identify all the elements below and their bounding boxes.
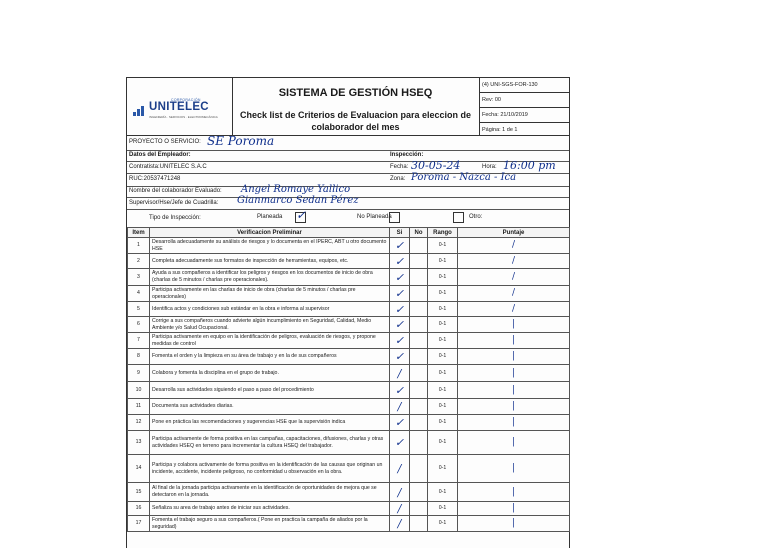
- logo-bars-icon: [133, 98, 145, 116]
- row-score[interactable]: /: [458, 238, 570, 254]
- table-row: [128, 238, 570, 254]
- row-no-check[interactable]: [410, 349, 428, 365]
- row-criterion: Participa activamente de forma positiva en las campañas, capacitaciones, difusiones, charlas y otras actividades HSEQ en terreno para incrementar la cultura HSEQ del trabajador.: [150, 431, 390, 455]
- document-meta: [479, 78, 569, 135]
- fecha-label: Fecha:: [390, 164, 409, 170]
- row-range: 0-1: [428, 254, 458, 269]
- project-value[interactable]: SE Poroma: [207, 134, 275, 148]
- row-score[interactable]: |: [458, 483, 570, 502]
- row-score[interactable]: |: [458, 333, 570, 349]
- row-no-check[interactable]: [410, 516, 428, 532]
- row-score[interactable]: /: [458, 254, 570, 269]
- row-number: 9: [128, 365, 150, 382]
- supervisor-value[interactable]: Gianmarco Sedan Pérez: [237, 195, 359, 206]
- row-range: 0-1: [428, 349, 458, 365]
- row-si-check[interactable]: /: [390, 455, 410, 483]
- row-number: 1: [128, 238, 150, 254]
- doc-date: Fecha: 21/10/2019: [479, 108, 569, 123]
- row-number: 8: [128, 349, 150, 365]
- form-header: [127, 78, 569, 136]
- system-title: SISTEMA DE GESTIÓN HSEQ: [278, 87, 433, 99]
- row-range: 0-1: [428, 286, 458, 302]
- inspection-type-label: Tipo de Inspección:: [149, 215, 201, 221]
- row-score[interactable]: |: [458, 365, 570, 382]
- planned-label: Planeada: [257, 214, 283, 220]
- table-row: [128, 431, 570, 455]
- doc-revision: Rev: 00: [479, 93, 569, 108]
- row-number: 7: [128, 333, 150, 349]
- row-score[interactable]: /: [458, 269, 570, 286]
- row-si-check[interactable]: /: [390, 516, 410, 532]
- table-header-row: [128, 228, 570, 238]
- row-number: 5: [128, 302, 150, 317]
- row-no-check[interactable]: [410, 286, 428, 302]
- logo-corp-label: CORPORACIÓN: [171, 98, 201, 102]
- supervisor-label: Supervisor/Hse/Jefe de Cuadrilla:: [129, 200, 219, 206]
- row-score[interactable]: |: [458, 415, 570, 431]
- criteria-table: [127, 227, 570, 532]
- table-row: [128, 483, 570, 502]
- row-criterion: Al final de la jornada participa activamente en la identificación de oportunidades de mejora que se detectaron en la jornada.: [150, 483, 390, 502]
- project-label: PROYECTO O SERVICIO:: [129, 139, 201, 145]
- row-si-check[interactable]: ✓: [390, 286, 410, 302]
- hora-value[interactable]: 16:00 pm: [503, 159, 556, 172]
- row-range: 0-1: [428, 302, 458, 317]
- row-criterion: Participa activamente en equipo en la identificación de peligros, evaluación de riesgos, y propone medidas de control: [150, 333, 390, 349]
- row-score[interactable]: |: [458, 382, 570, 399]
- row-criterion: Señaliza su area de trabajo antes de iniciar sus actividades.: [150, 502, 390, 516]
- row-no-check[interactable]: [410, 365, 428, 382]
- logo-name: UNITELEC: [149, 101, 209, 113]
- fecha-value[interactable]: 30-05-24: [411, 159, 461, 172]
- row-criterion: Colabora y fomenta la disciplina en el grupo de trabajo.: [150, 365, 390, 382]
- row-range: 0-1: [428, 269, 458, 286]
- employer-label: Datos del Empleador:: [129, 152, 191, 158]
- row-range: 0-1: [428, 415, 458, 431]
- table-row: [128, 254, 570, 269]
- row-si-check[interactable]: /: [390, 365, 410, 382]
- inspection-label: Inspección:: [390, 152, 424, 158]
- row-range: 0-1: [428, 516, 458, 532]
- row-range: 0-1: [428, 382, 458, 399]
- row-criterion: Participa activamente en las charlas de inicio de obra (charlas de 5 minutos / charlas pre operacionales): [150, 286, 390, 302]
- table-row: [128, 317, 570, 333]
- row-score[interactable]: |: [458, 502, 570, 516]
- row-criterion: Documenta sus actividades diarias.: [150, 399, 390, 415]
- inspection-type-row: [127, 209, 569, 227]
- col-no: No: [410, 228, 428, 238]
- row-si-check[interactable]: /: [390, 502, 410, 516]
- row-no-check[interactable]: [410, 415, 428, 431]
- planned-check-icon: ✓: [296, 208, 307, 222]
- col-rango: Rango: [428, 228, 458, 238]
- row-range: 0-1: [428, 365, 458, 382]
- row-criterion: Fomenta el trabajo seguro a sus compañeros.( Pone en practica la campaña de aliados por la seguridad): [150, 516, 390, 532]
- row-no-check[interactable]: [410, 399, 428, 415]
- project-row: [127, 135, 569, 151]
- row-si-check[interactable]: ✓: [390, 317, 410, 333]
- row-number: 12: [128, 415, 150, 431]
- unplanned-label: No Planeada: [357, 214, 392, 220]
- row-criterion: Fomenta el orden y la limpieza en su área de trabajo y en la de sus compañeros: [150, 349, 390, 365]
- table-row: [128, 333, 570, 349]
- row-si-check[interactable]: /: [390, 399, 410, 415]
- title-box: [232, 78, 480, 135]
- row-number: 10: [128, 382, 150, 399]
- row-si-check[interactable]: ✓: [390, 254, 410, 269]
- table-row: [128, 516, 570, 532]
- zona-value[interactable]: Poroma - Nazca - Ica: [411, 172, 517, 183]
- zona-label: Zona:: [390, 176, 406, 182]
- row-si-check[interactable]: ✓: [390, 333, 410, 349]
- row-score[interactable]: |: [458, 516, 570, 532]
- row-no-check[interactable]: [410, 302, 428, 317]
- hora-label: Hora:: [482, 164, 497, 170]
- row-number: 3: [128, 269, 150, 286]
- row-score[interactable]: /: [458, 302, 570, 317]
- table-row: [128, 349, 570, 365]
- row-range: 0-1: [428, 483, 458, 502]
- row-range: 0-1: [428, 333, 458, 349]
- row-score[interactable]: /: [458, 286, 570, 302]
- doc-code: (4) UNI-SGS-FOR-130: [479, 78, 569, 93]
- table-row: [128, 365, 570, 382]
- row-number: 4: [128, 286, 150, 302]
- col-verification: Verificacion Preliminar: [150, 228, 390, 238]
- row-score[interactable]: |: [458, 317, 570, 333]
- row-criterion: Pone en práctica las recomendaciones y sugerencias HSE que la supervisión indica: [150, 415, 390, 431]
- row-number: 2: [128, 254, 150, 269]
- ruc-text: RUC:20537471248: [129, 176, 181, 182]
- planned-checkbox[interactable]: [295, 208, 307, 223]
- table-row: [128, 286, 570, 302]
- table-row: [128, 269, 570, 286]
- evaluated-label: Nombre del colaborador Evaluado:: [129, 188, 222, 194]
- row-no-check[interactable]: [410, 502, 428, 516]
- table-row: [128, 382, 570, 399]
- row-number: 13: [128, 431, 150, 455]
- row-no-check[interactable]: [410, 269, 428, 286]
- row-si-check[interactable]: ✓: [390, 431, 410, 455]
- row-number: 11: [128, 399, 150, 415]
- row-range: 0-1: [428, 399, 458, 415]
- row-range: 0-1: [428, 238, 458, 254]
- evaluated-value[interactable]: Angel Romaye Yallico: [241, 184, 351, 195]
- table-row: [128, 415, 570, 431]
- logo-tagline: INGENIERÍA · SERVICIOS · ELECTROMECÁNICA: [149, 115, 218, 119]
- row-range: 0-1: [428, 431, 458, 455]
- col-item: Item: [128, 228, 150, 238]
- row-si-check[interactable]: ✓: [390, 238, 410, 254]
- row-score[interactable]: |: [458, 431, 570, 455]
- row-si-check[interactable]: ✓: [390, 269, 410, 286]
- row-number: 14: [128, 455, 150, 483]
- company-logo: [127, 78, 233, 135]
- row-si-check[interactable]: ✓: [390, 382, 410, 399]
- row-no-check[interactable]: [410, 483, 428, 502]
- row-criterion: Completa adecuadamente sus formatos de inspección de herramientas, equipos, etc.: [150, 254, 390, 269]
- row-range: 0-1: [428, 317, 458, 333]
- unplanned-checkbox[interactable]: [389, 212, 400, 223]
- row-criterion: Participa y colabora activamente de forma positiva en la identificación de las causas que originan un incidente, accidente, incidente peligroso, no conformidad u observación en la obra.: [150, 455, 390, 483]
- row-si-check[interactable]: ✓: [390, 415, 410, 431]
- hseq-checklist-form: [126, 77, 570, 548]
- row-no-check[interactable]: [410, 254, 428, 269]
- row-no-check[interactable]: [410, 317, 428, 333]
- row-si-check[interactable]: ✓: [390, 302, 410, 317]
- row-criterion: Ayuda a sus compañeros a identificar los peligros y riesgos en los documentos de inicio de obra (charlas de 5 minutos / charlas pre operacionales).: [150, 269, 390, 286]
- row-criterion: Desarrolla sus actividades siguiendo el paso a paso del procedimiento: [150, 382, 390, 399]
- row-number: 16: [128, 502, 150, 516]
- form-title: Check list de Criterios de Evaluacion para eleccion de colaborador del mes: [239, 110, 472, 132]
- row-no-check[interactable]: [410, 382, 428, 399]
- table-row: [128, 302, 570, 317]
- col-puntaje: Puntaje: [458, 228, 570, 238]
- row-no-check[interactable]: [410, 455, 428, 483]
- contractor-text: Contratista:UNITELEC S.A.C: [129, 164, 207, 170]
- table-row: [128, 502, 570, 516]
- row-no-check[interactable]: [410, 238, 428, 254]
- table-row: [128, 455, 570, 483]
- table-row: [128, 399, 570, 415]
- row-criterion: Identifica actos y condiciones sub estándar en la obra e informa al supervisor: [150, 302, 390, 317]
- row-score[interactable]: |: [458, 349, 570, 365]
- row-range: 0-1: [428, 502, 458, 516]
- row-si-check[interactable]: /: [390, 483, 410, 502]
- row-number: 6: [128, 317, 150, 333]
- row-si-check[interactable]: ✓: [390, 349, 410, 365]
- row-no-check[interactable]: [410, 333, 428, 349]
- row-score[interactable]: |: [458, 455, 570, 483]
- other-checkbox[interactable]: [453, 212, 464, 223]
- row-number: 17: [128, 516, 150, 532]
- row-no-check[interactable]: [410, 431, 428, 455]
- row-number: 15: [128, 483, 150, 502]
- other-label: Otro:: [469, 214, 483, 220]
- col-si: Si: [390, 228, 410, 238]
- row-criterion: Desarrolla adecuadamente su análisis de riesgos y lo documenta en el IPERC, ABT u otro documento HSE: [150, 238, 390, 254]
- row-range: 0-1: [428, 455, 458, 483]
- row-score[interactable]: |: [458, 399, 570, 415]
- doc-page: Página: 1 de 1: [482, 127, 518, 133]
- row-criterion: Corrige a sus compañeros cuando advierte algún incumplimiento en Seguridad, Calidad, Medio Ambiente y/o Salud Ocupacional.: [150, 317, 390, 333]
